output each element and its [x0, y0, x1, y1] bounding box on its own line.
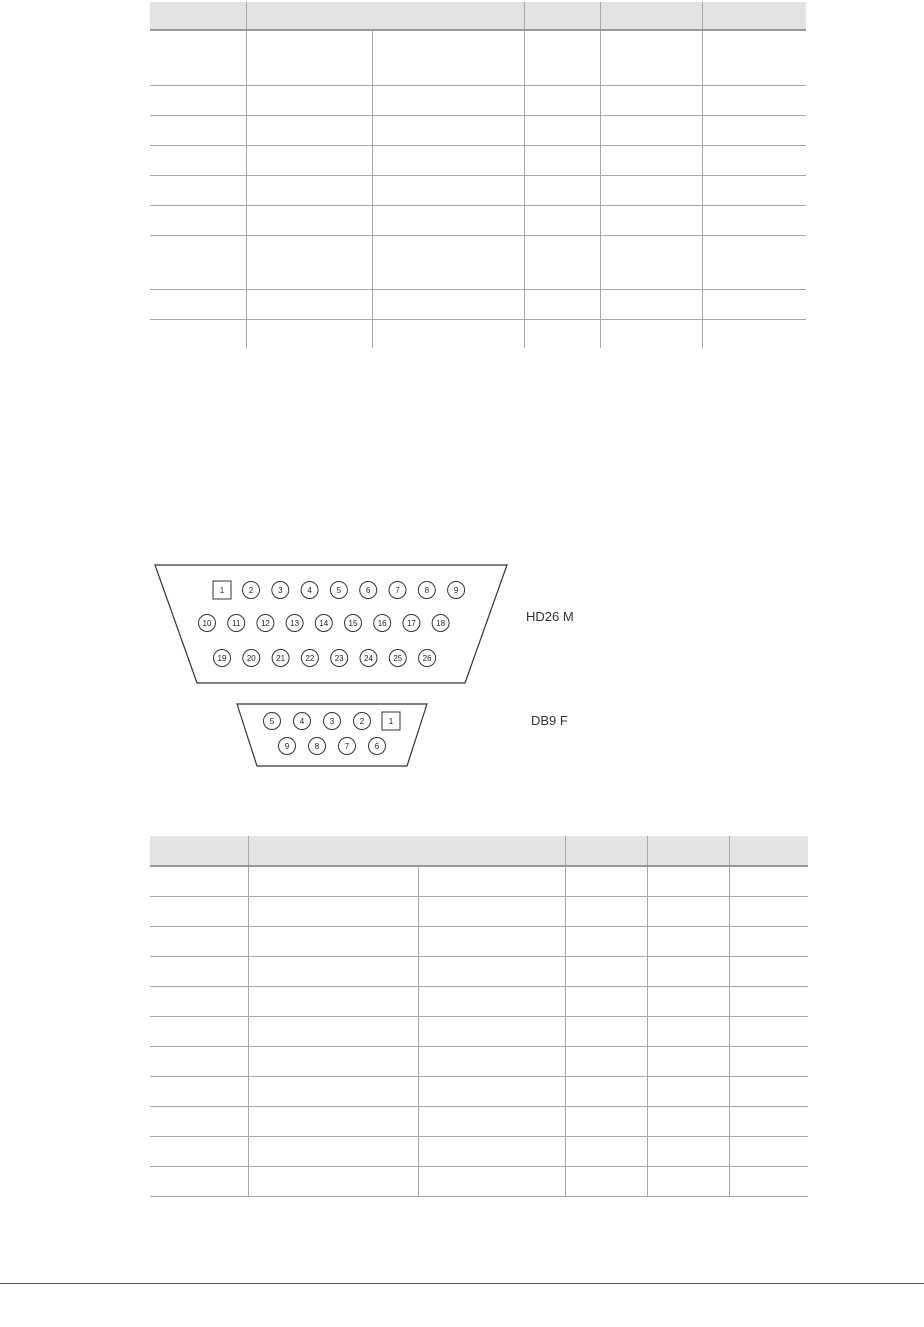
pin-number: 7	[395, 586, 400, 595]
pin	[315, 615, 332, 632]
table-row	[150, 896, 808, 926]
pin	[301, 650, 318, 667]
pin	[360, 582, 377, 599]
table-row	[150, 956, 808, 986]
pin-number: 2	[359, 717, 365, 726]
hd26-label: HD26 M	[526, 609, 574, 624]
table-row	[150, 986, 808, 1016]
pin	[339, 738, 356, 755]
pin-number: 17	[406, 619, 416, 628]
pin-number: 13	[290, 619, 300, 628]
pin-number: 25	[393, 654, 403, 663]
pin-number: 6	[365, 586, 371, 595]
header-cell	[248, 836, 565, 866]
pin	[309, 738, 326, 755]
pin	[264, 713, 281, 730]
footer-rule	[0, 1283, 924, 1284]
pin	[432, 615, 449, 632]
db9-connector	[237, 704, 427, 766]
pin	[331, 650, 348, 667]
table-row	[150, 1166, 808, 1196]
table-row	[150, 926, 808, 956]
table-header-row	[150, 836, 808, 866]
pin-number: 18	[436, 619, 446, 628]
header-cell	[565, 836, 647, 866]
pin	[243, 582, 260, 599]
pin-number: 26	[422, 654, 432, 663]
pin-number: 8	[424, 586, 430, 595]
pin-number: 10	[202, 619, 212, 628]
pin-number: 23	[334, 654, 344, 663]
table-row	[150, 1076, 808, 1106]
pin-number: 7	[344, 742, 350, 751]
pin-number: 19	[217, 654, 227, 663]
table-row	[150, 1016, 808, 1046]
pin-number: 9	[284, 742, 290, 751]
pin-number: 11	[232, 619, 241, 628]
table-row	[150, 1106, 808, 1136]
table-row	[150, 866, 808, 896]
pinout-table-bottom	[150, 836, 808, 1197]
pin	[389, 582, 406, 599]
pin-number: 12	[260, 619, 270, 628]
pin	[294, 713, 311, 730]
header-cell	[150, 836, 248, 866]
pin	[345, 615, 362, 632]
pin	[448, 582, 465, 599]
pin	[257, 615, 274, 632]
header-cell	[729, 836, 808, 866]
pin-1-marker	[382, 712, 400, 730]
pin	[369, 738, 386, 755]
pin	[389, 650, 406, 667]
pin	[354, 713, 371, 730]
pin-number: 15	[348, 619, 358, 628]
pin-number: 1	[219, 586, 225, 595]
pin	[272, 650, 289, 667]
pin-number: 1	[388, 717, 394, 726]
pin	[330, 582, 347, 599]
table-row	[150, 1046, 808, 1076]
pin-number: 9	[453, 586, 459, 595]
pin-number: 21	[276, 654, 286, 663]
pin	[272, 582, 289, 599]
pin-number: 5	[269, 717, 275, 726]
pin-number: 8	[314, 742, 320, 751]
pin-number: 4	[299, 717, 305, 726]
pin	[301, 582, 318, 599]
pin	[214, 650, 231, 667]
pin	[374, 615, 391, 632]
pin	[418, 582, 435, 599]
pin	[279, 738, 296, 755]
hd26-connector	[155, 565, 507, 683]
pin-number: 16	[377, 619, 387, 628]
pin-number: 6	[374, 742, 380, 751]
pin	[228, 615, 245, 632]
pin-number: 14	[319, 619, 329, 628]
pin	[360, 650, 377, 667]
pin	[403, 615, 420, 632]
table-row	[150, 1136, 808, 1166]
db9-label: DB9 F	[531, 713, 568, 728]
pin-number: 3	[278, 586, 283, 595]
pin-number: 20	[246, 654, 256, 663]
pin	[419, 650, 436, 667]
header-cell	[647, 836, 729, 866]
pin	[324, 713, 341, 730]
pin-number: 4	[307, 586, 312, 595]
pin-1-marker	[213, 581, 231, 599]
pin	[286, 615, 303, 632]
pin-number: 22	[305, 654, 315, 663]
pin	[199, 615, 216, 632]
pin-number: 5	[336, 586, 342, 595]
pin-number: 2	[248, 586, 254, 595]
pin	[243, 650, 260, 667]
pin-number: 3	[329, 717, 335, 726]
pin-number: 24	[364, 654, 373, 663]
